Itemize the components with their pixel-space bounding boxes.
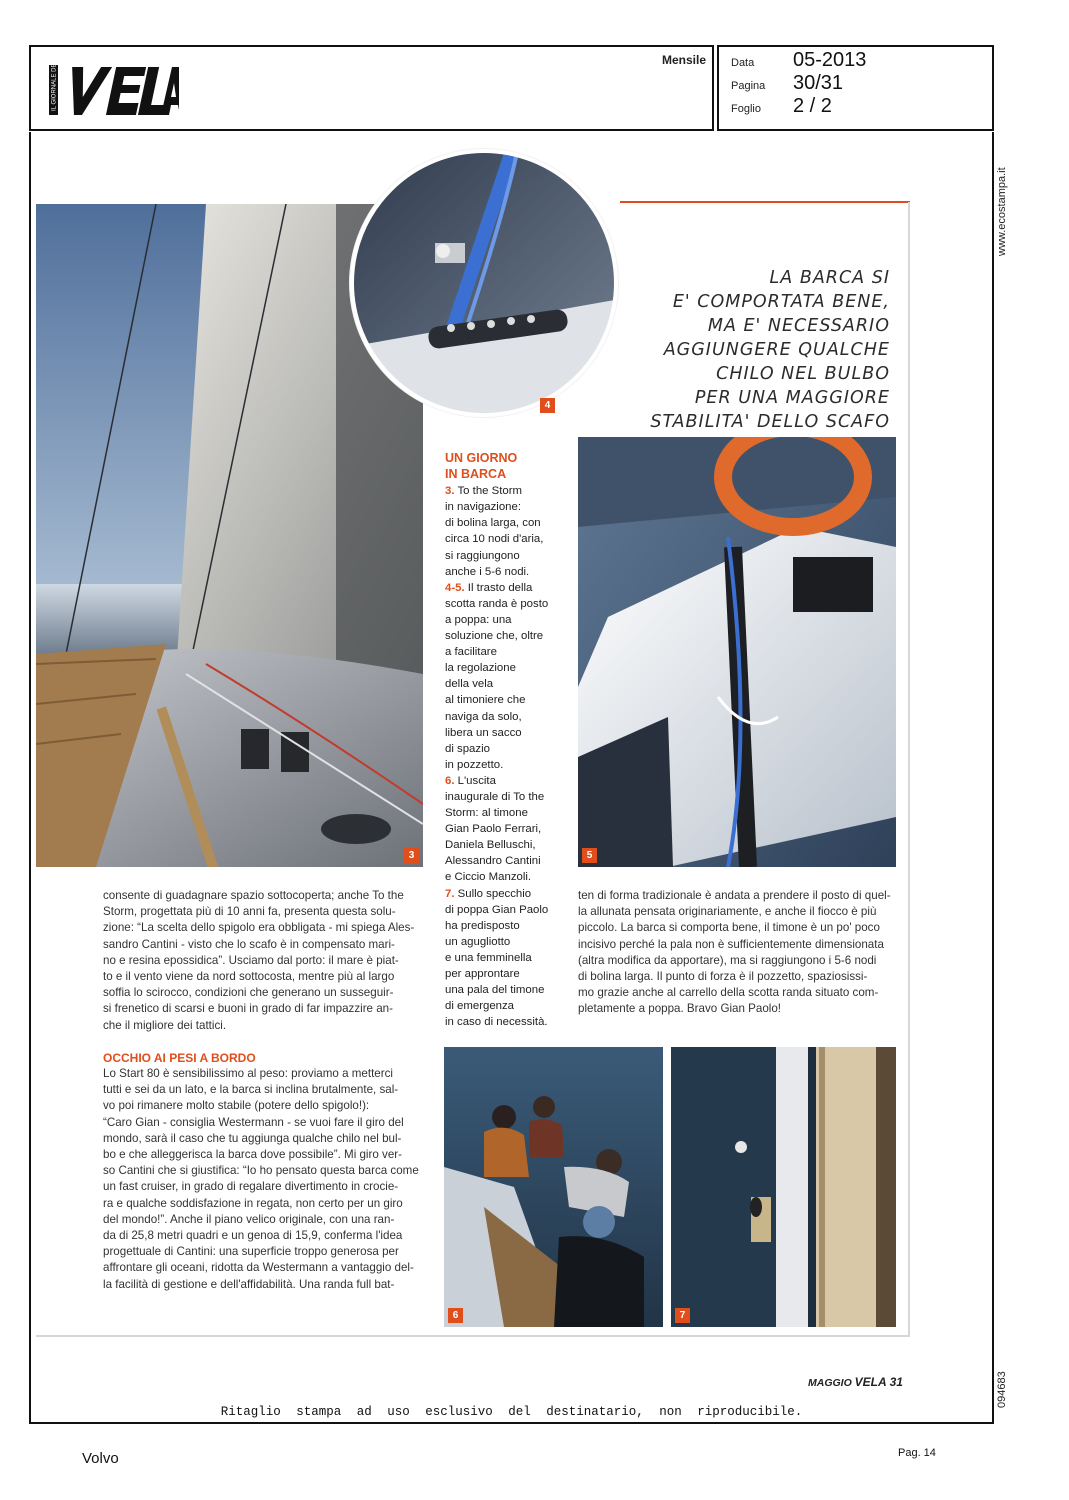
- text-line: la facilità di gestione e dell'affidabilità. Una randa full bat-: [103, 1277, 395, 1291]
- side-code-text: 094683: [996, 1371, 1008, 1408]
- text-line: Storm, progettata più di 10 anni fa, presenta questa solu-: [103, 905, 396, 919]
- caption-line: [445, 709, 570, 725]
- text-line: un fast cruiser, in grado di regalare divertimento in crocie-: [103, 1180, 399, 1194]
- caption-line: [445, 612, 570, 628]
- svg-text:IL GIORNALE DELLA: IL GIORNALE DELLA: [51, 63, 58, 111]
- page-label: Pagina: [731, 80, 766, 92]
- caption-text: Storm: al timone: [445, 807, 528, 820]
- caption-number: 6.: [445, 774, 455, 787]
- pull-quote: [590, 266, 890, 434]
- right-paragraph: [578, 888, 898, 1018]
- captions-heading-line1: UN GIORNO: [445, 451, 518, 465]
- photo-6-crew: [444, 1047, 663, 1327]
- caption-text: in navigazione:: [445, 501, 521, 514]
- caption-number: 7.: [445, 887, 455, 900]
- photo-6-number: 6: [448, 1308, 463, 1323]
- page-value: 30/31: [793, 72, 844, 94]
- caption-line: [445, 564, 570, 580]
- caption-text: di poppa Gian Paolo: [445, 903, 549, 916]
- reproduction-notice: Ritaglio stampa ad uso esclusivo del destinatario, non riproducibile.: [220, 1405, 803, 1419]
- photo-5-stern-traveller: [578, 437, 896, 867]
- text-line: vo poi rimanere molto stabile (potere dello spigolo!):: [103, 1099, 370, 1113]
- caption-line: [445, 757, 570, 773]
- section-subheading: OCCHIO AI PESI A BORDO: [103, 1050, 256, 1065]
- caption-text: anche i 5-6 nodi.: [445, 565, 530, 578]
- text-line: tutti e sei da un lato, e la barca si inclina brutalmente, sal-: [103, 1083, 399, 1097]
- pull-quote-line: E' COMPORTATA BENE,: [672, 292, 890, 312]
- text-line: mo grazie anche al carrello della scotta randa situato com-: [578, 986, 879, 1000]
- orange-rule: [620, 201, 910, 203]
- text-line: mondo, sarà il caso che tu aggiunga qualche chilo nel bul-: [103, 1131, 402, 1145]
- caption-line: [445, 741, 570, 757]
- caption-text: circa 10 nodi d'aria,: [445, 533, 544, 546]
- pull-quote-line: CHILO NEL BULBO: [716, 364, 890, 384]
- pull-quote-line: LA BARCA SI: [769, 268, 890, 288]
- text-line: di bolina larga. Il punto di forza è il pozzetto, spaziosissi-: [578, 970, 868, 984]
- page-edge: [908, 202, 910, 1337]
- text-line: sandro Cantini - visto che lo scafo è in compensato mari-: [103, 937, 395, 951]
- photo-captions: [445, 450, 570, 1030]
- caption-line: [445, 821, 570, 837]
- caption-line: [445, 596, 570, 612]
- caption-line: [445, 676, 570, 692]
- caption-text: Alessandro Cantini: [445, 855, 541, 868]
- caption-line: [445, 918, 570, 934]
- text-line: pletamente a poppa. Bravo Gian Paolo!: [578, 1002, 782, 1016]
- caption-line: [445, 483, 570, 499]
- caption-line: [445, 531, 570, 547]
- caption-line: [445, 725, 570, 741]
- text-line: progettuale di Cantini: una superficie troppo generosa per: [103, 1245, 399, 1259]
- client-name: Volvo: [82, 1450, 119, 1467]
- folio: [808, 1375, 903, 1389]
- sheet-value: 2 / 2: [793, 95, 832, 117]
- caption-line: [445, 950, 570, 966]
- caption-text: ha predisposto: [445, 919, 520, 932]
- caption-line: [445, 548, 570, 564]
- text-line: da di 25,8 metri quadri e un genoa di 15,9, conferma l'idea: [103, 1229, 403, 1243]
- pull-quote-line: STABILITA' DELLO SCAFO: [650, 412, 890, 432]
- caption-line: [445, 789, 570, 805]
- caption-line: [445, 934, 570, 950]
- folio-magazine: VELA: [854, 1375, 887, 1389]
- caption-line: [445, 886, 570, 902]
- text-line: zione: “La scelta dello spigolo era obbligata - mi spiega Ales-: [103, 921, 415, 935]
- caption-text: naviga da solo,: [445, 710, 522, 723]
- text-line: la allunata pensata originariamente, e anche il fiocco è più: [578, 905, 877, 919]
- text-line: che il migliore dei tattici.: [103, 1018, 227, 1032]
- text-line: so Cantini che si giustifica: “Io ho pensato questa barca come: [103, 1164, 419, 1178]
- caption-text: soluzione che, oltre: [445, 630, 544, 643]
- caption-line: [445, 660, 570, 676]
- masthead-box: [29, 45, 714, 131]
- text-line: ten di forma tradizionale è andata a prendere il posto di quel-: [578, 889, 891, 902]
- left-column: [103, 888, 425, 1293]
- caption-number: 4-5.: [445, 581, 465, 594]
- page-edge-bottom: [36, 1335, 910, 1337]
- text-line: piccolo. La barca si comporta bene, il timone è un po' poco: [578, 921, 880, 935]
- page-number: Pag. 14: [898, 1447, 936, 1459]
- issue-info-box: [717, 45, 994, 131]
- caption-text: L'uscita: [454, 774, 496, 787]
- photo-5-number: 5: [582, 848, 597, 863]
- caption-text: Il trasto della: [464, 581, 533, 594]
- caption-text: di spazio: [445, 742, 490, 755]
- caption-text: a poppa: una: [445, 613, 512, 626]
- caption-text: e Ciccio Manzoli.: [445, 871, 532, 884]
- side-url-text: www.ecostampa.it: [996, 167, 1008, 256]
- caption-line: [445, 1014, 570, 1030]
- photo-4-traveller-detail: [343, 148, 626, 418]
- text-line: del mondo!”. Anche il piano velico originale, con una ran-: [103, 1212, 395, 1226]
- caption-line: [445, 869, 570, 885]
- caption-line: [445, 982, 570, 998]
- caption-text: di emergenza: [445, 1000, 515, 1013]
- caption-line: [445, 902, 570, 918]
- caption-text: libera un sacco: [445, 726, 522, 739]
- text-line: “Caro Gian - consiglia Westermann - se vuoi fare il giro del: [103, 1115, 404, 1129]
- date-label: Data: [731, 57, 755, 69]
- caption-text: per approntare: [445, 968, 520, 980]
- caption-text: To the Storm: [454, 485, 523, 498]
- caption-line: [445, 853, 570, 869]
- caption-text: Sullo specchio: [454, 887, 532, 900]
- sheet-label: Foglio: [731, 103, 761, 115]
- caption-text: e una femminella: [445, 951, 532, 964]
- folio-month: MAGGIO: [808, 1377, 852, 1389]
- text-line: incisivo perché la pala non è sufficientemente dimensionata: [578, 937, 884, 951]
- pull-quote-line: PER UNA MAGGIORE: [694, 388, 890, 408]
- photo-3-number: 3: [404, 848, 419, 863]
- date-value: 05-2013: [793, 49, 867, 71]
- caption-text: una pala del timone: [445, 984, 545, 997]
- caption-line: [445, 628, 570, 644]
- text-line: to e il vento viene da nord sottocosta, mentre più al largo: [103, 970, 395, 984]
- caption-line: [445, 998, 570, 1014]
- caption-text: a facilitare: [445, 646, 497, 659]
- photo-7-number: 7: [675, 1308, 690, 1323]
- text-line: si frenetico di scarsi e buoni in grado di far impazzire an-: [103, 1002, 393, 1016]
- folio-number: 31: [889, 1375, 903, 1389]
- text-line: bo e che alleggerisca la barca dove possibile”. Mi giro ver-: [103, 1148, 403, 1162]
- text-line: consente di guadagnare spazio sottocoperta; anche To the: [103, 889, 404, 902]
- captions-heading-line2: IN BARCA: [445, 467, 507, 482]
- caption-line: [445, 773, 570, 789]
- caption-text: di bolina larga, con: [445, 517, 541, 530]
- frequency-label: Mensile: [661, 53, 706, 67]
- caption-line: [445, 692, 570, 708]
- caption-line: [445, 837, 570, 853]
- side-code: [992, 1366, 1016, 1410]
- left-paragraph-2: [103, 1066, 425, 1293]
- caption-text: un agugliotto: [445, 935, 511, 948]
- caption-number: 3.: [445, 485, 455, 498]
- pull-quote-line: MA E' NECESSARIO: [707, 316, 890, 336]
- caption-line: [445, 515, 570, 531]
- caption-line: [445, 644, 570, 660]
- caption-text: al timoniere che: [445, 694, 526, 707]
- caption-text: inaugurale di To the: [445, 790, 545, 803]
- pull-quote-line: AGGIUNGERE QUALCHE: [663, 340, 890, 360]
- caption-text: scotta randa è posto: [445, 597, 549, 610]
- text-line: (altra modifica da apportare), ma si raggiungono i 5-6 nodi: [578, 953, 877, 967]
- text-line: Lo Start 80 è sensibilissimo al peso: proviamo a metterci: [103, 1067, 393, 1081]
- side-url: [992, 148, 1016, 258]
- caption-text: della vela: [445, 678, 494, 691]
- photo-7-transom-fitting: [671, 1047, 896, 1327]
- photo-4-number: 4: [540, 398, 555, 413]
- caption-text: si raggiungono: [445, 549, 520, 562]
- caption-line: [445, 805, 570, 821]
- caption-text: in caso di necessità.: [445, 1016, 548, 1029]
- right-column: [578, 888, 898, 1018]
- caption-line: [445, 966, 570, 982]
- caption-text: Daniela Belluschi,: [445, 839, 536, 852]
- caption-line: [445, 499, 570, 515]
- caption-line: [445, 580, 570, 596]
- text-line: soffia lo scirocco, condizioni che generano un susseguir-: [103, 986, 394, 1000]
- caption-lines: [445, 483, 570, 1030]
- caption-text: in pozzetto.: [445, 758, 504, 771]
- caption-text: la regolazione: [445, 662, 516, 675]
- text-line: ra e qualche soddisfazione in regata, non certo per un giro: [103, 1196, 403, 1210]
- left-paragraph-1: [103, 888, 425, 1034]
- vela-logo: [49, 63, 179, 117]
- text-line: no e resina epossidica”. Usciamo dal porto: il mare è piat-: [103, 953, 399, 967]
- caption-text: Gian Paolo Ferrari,: [445, 823, 542, 836]
- text-line: affrontare gli oceani, ridotta da Westermann a vantaggio del-: [103, 1261, 414, 1275]
